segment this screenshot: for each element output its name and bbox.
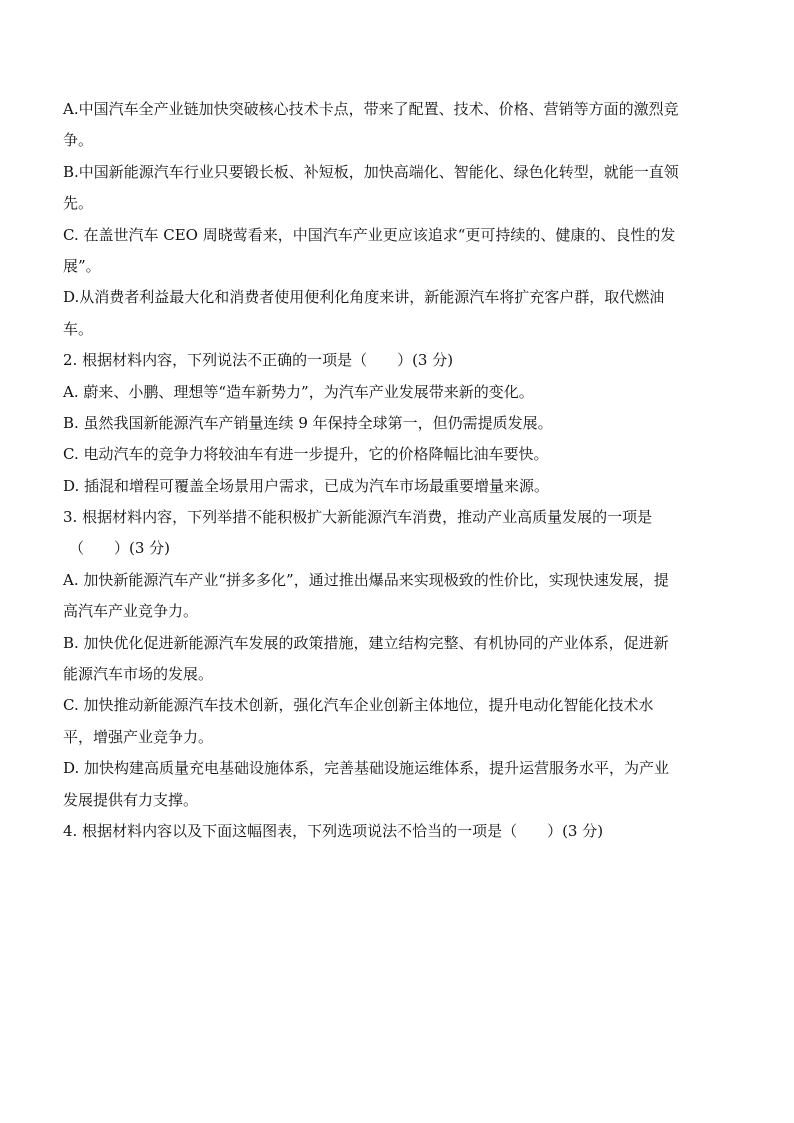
q2-option-b: B. 虽然我国新能源汽车产销量连续 9 年保持全球第一，但仍需提质发展。 [63,413,553,432]
q3-option-d-line-2: 发展提供有力支撑。 [63,790,199,809]
document-body [63,94,731,847]
q3-option-b-line-1: B. 加快优化促进新能源汽车发展的政策措施，建立结构完整、有机协同的产业体系，促进新 [63,633,669,652]
q1-option-c-line-2: 展”。 [63,256,101,275]
q1-option-d-line-2: 车。 [63,319,94,338]
question-4-stem: 4. 根据材料内容以及下面这幅图表，下列选项说法不恰当的一项是（ ）(3 分) [63,821,604,840]
q1-option-a-line-2: 争。 [63,131,94,150]
q3-option-b-line-2: 能源汽车市场的发展。 [63,665,214,684]
q3-option-d-line-1: D. 加快构建高质量充电基础设施体系，完善基础设施运维体系，提升运营服务水平，为产业 [63,759,670,778]
q1-option-b-line-1: B.中国新能源汽车行业只要锻长板、补短板，加快高端化、智能化、绿色化转型，就能一直领 [63,162,679,181]
q1-option-a-line-1: A.中国汽车全产业链加快突破核心技术卡点，带来了配置、技术、价格、营销等方面的激烈竞 [63,100,679,118]
q3-option-a-line-1: A. 加快新能源汽车产业“拼多多化”，通过推出爆品来实现极致的性价比，实现快速发展，提 [63,570,669,589]
q1-option-d-line-1: D.从消费者利益最大化和消费者使用便利化角度来讲，新能源汽车将扩充客户群，取代燃油 [63,288,665,307]
q1-option-c-line-1: C. 在盖世汽车 CEO 周晓莺看来，中国汽车产业更应该追求“更可持续的、健康的、良性的发 [63,225,676,244]
q3-option-c-line-1: C. 加快推动新能源汽车技术创新，强化汽车企业创新主体地位，提升电动化智能化技术水 [63,696,654,715]
question-3-stem-line-1: 3. 根据材料内容，下列举措不能积极扩大新能源汽车消费，推动产业高质量发展的一项是 [63,508,653,527]
q3-option-a-line-2: 高汽车产业竞争力。 [63,602,199,621]
q3-option-c-line-2: 平，增强产业竞争力。 [63,727,214,746]
q2-option-a: A. 蔚来、小鹏、理想等“造车新势力”，为汽车产业发展带来新的变化。 [63,382,534,401]
question-3-stem-line-2: （ ）(3 分) [69,539,171,558]
q2-option-c: C. 电动汽车的竞争力将较油车有进一步提升，它的价格降幅比油车要快。 [63,445,549,464]
q1-option-b-line-2: 先。 [63,194,94,213]
question-2-stem: 2. 根据材料内容，下列说法不正确的一项是（ ）(3 分) [63,351,454,370]
q2-option-d: D. 插混和增程可覆盖全场景用户需求，已成为汽车市场最重要增量来源。 [63,476,550,495]
